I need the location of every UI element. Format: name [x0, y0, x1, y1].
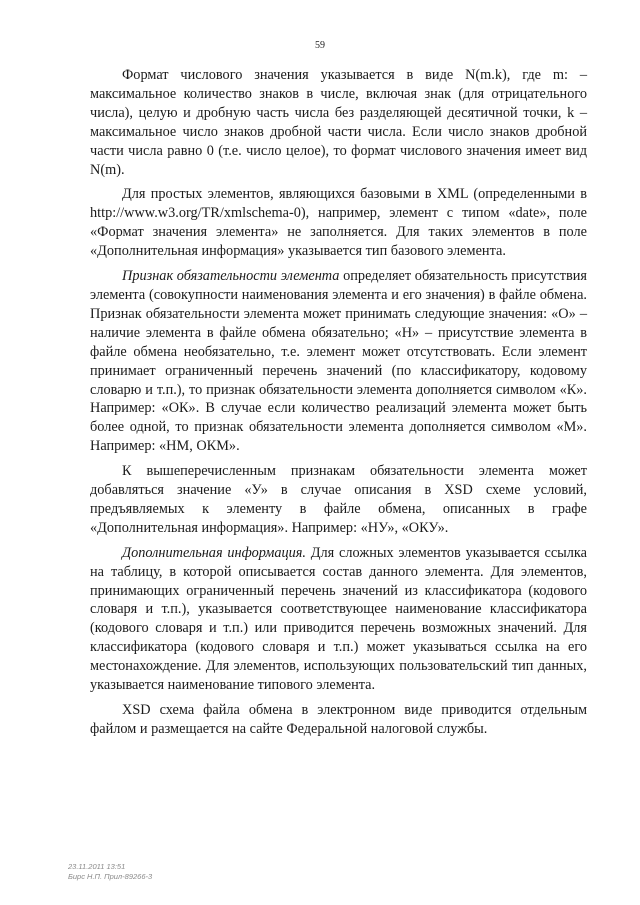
- paragraph-text: К вышеперечисленным признакам обязательности элемента может добавляться значение «У» в случае описания в XSD схеме условий, предъявляемых к элементу в файле обмена, описанных в графе «Дополнительная информация». Например: «НУ», «ОКУ».: [90, 463, 587, 536]
- paragraph-simple-elements: [90, 185, 587, 261]
- paragraph-xsd-schema: [90, 701, 587, 739]
- paragraph-text: XSD схема файла обмена в электронном виде приводится отдельным файлом и размещается на сайте Федеральной налоговой службы.: [90, 702, 587, 737]
- page-number: 59: [315, 40, 325, 51]
- footer-document-code: Бирс Н.П. Прил-89266-3: [68, 872, 153, 881]
- document-body: [90, 66, 587, 739]
- footer-stamp: [68, 862, 152, 882]
- paragraph-text: Для сложных элементов указывается ссылка на таблицу, в которой описывается состав данного элемента. Для элементов, принимающих ограниченный перечень значений из классификатора (кодового словаря и т.п.), указывается соответствующее наименование классификатора (кодового словаря и т.п.) или приводится перечень возможных значений. Для классификатора (кодового словаря и т.п.) может указываться ссылка на его местонахождение. Для элементов, использующих пользовательский тип данных, указывается наименование типового элемента.: [90, 544, 587, 694]
- term-additional-info: Дополнительная информация.: [122, 544, 306, 561]
- paragraph-text: Для простых элементов, являющихся базовыми в XML (определенными в http://www.w3.org/TR/xmlschema-0), например, элемент с типом «date», поле «Формат значения элемента» не заполняется. Для таких элементов в поле «Дополнительная информация» указывается тип базового элемента.: [90, 186, 587, 260]
- term-mandatory-flag: Признак обязательности элемента: [122, 268, 340, 285]
- footer-timestamp: 23.11.2011 13:51: [68, 862, 126, 871]
- paragraph-numeric-format: [90, 66, 587, 179]
- paragraph-mandatory-flag: [90, 267, 587, 456]
- paragraph-u-flag: [90, 462, 587, 538]
- paragraph-additional-info: [90, 544, 587, 695]
- paragraph-text: Формат числового значения указывается в виде N(m.k), где m: – максимальное количество знаков в числе, включая знак (для отрицательного числа), целую и дробную часть числа без разделяющей десятичной точки, k – максимальное число знаков дробной части числа. Если число знаков дробной части числа равно 0 (т.е. число целое), то формат числового значения имеет вид N(m).: [90, 67, 587, 178]
- paragraph-text: определяет обязательность присутствия элемента (совокупности наименования элемента и его значения) в файле обмена. Признак обязательности элемента может принимать следующие значения: «О» – наличие элемента в файле обмена обязательно; «Н» – присутствие элемента в файле обмена необязательно, т.е. элемент может отсутствовать. Если элемент принимает ограниченный перечень значений (по классификатору, кодовому словарю и т.п.), то признак обязательности элемента дополняется символом «К». Например: «ОК». В случае если количество реализаций элемента может быть более одной, то признак обязательности элемента дополняется символом «М». Например: «НМ, ОКМ».: [90, 268, 587, 455]
